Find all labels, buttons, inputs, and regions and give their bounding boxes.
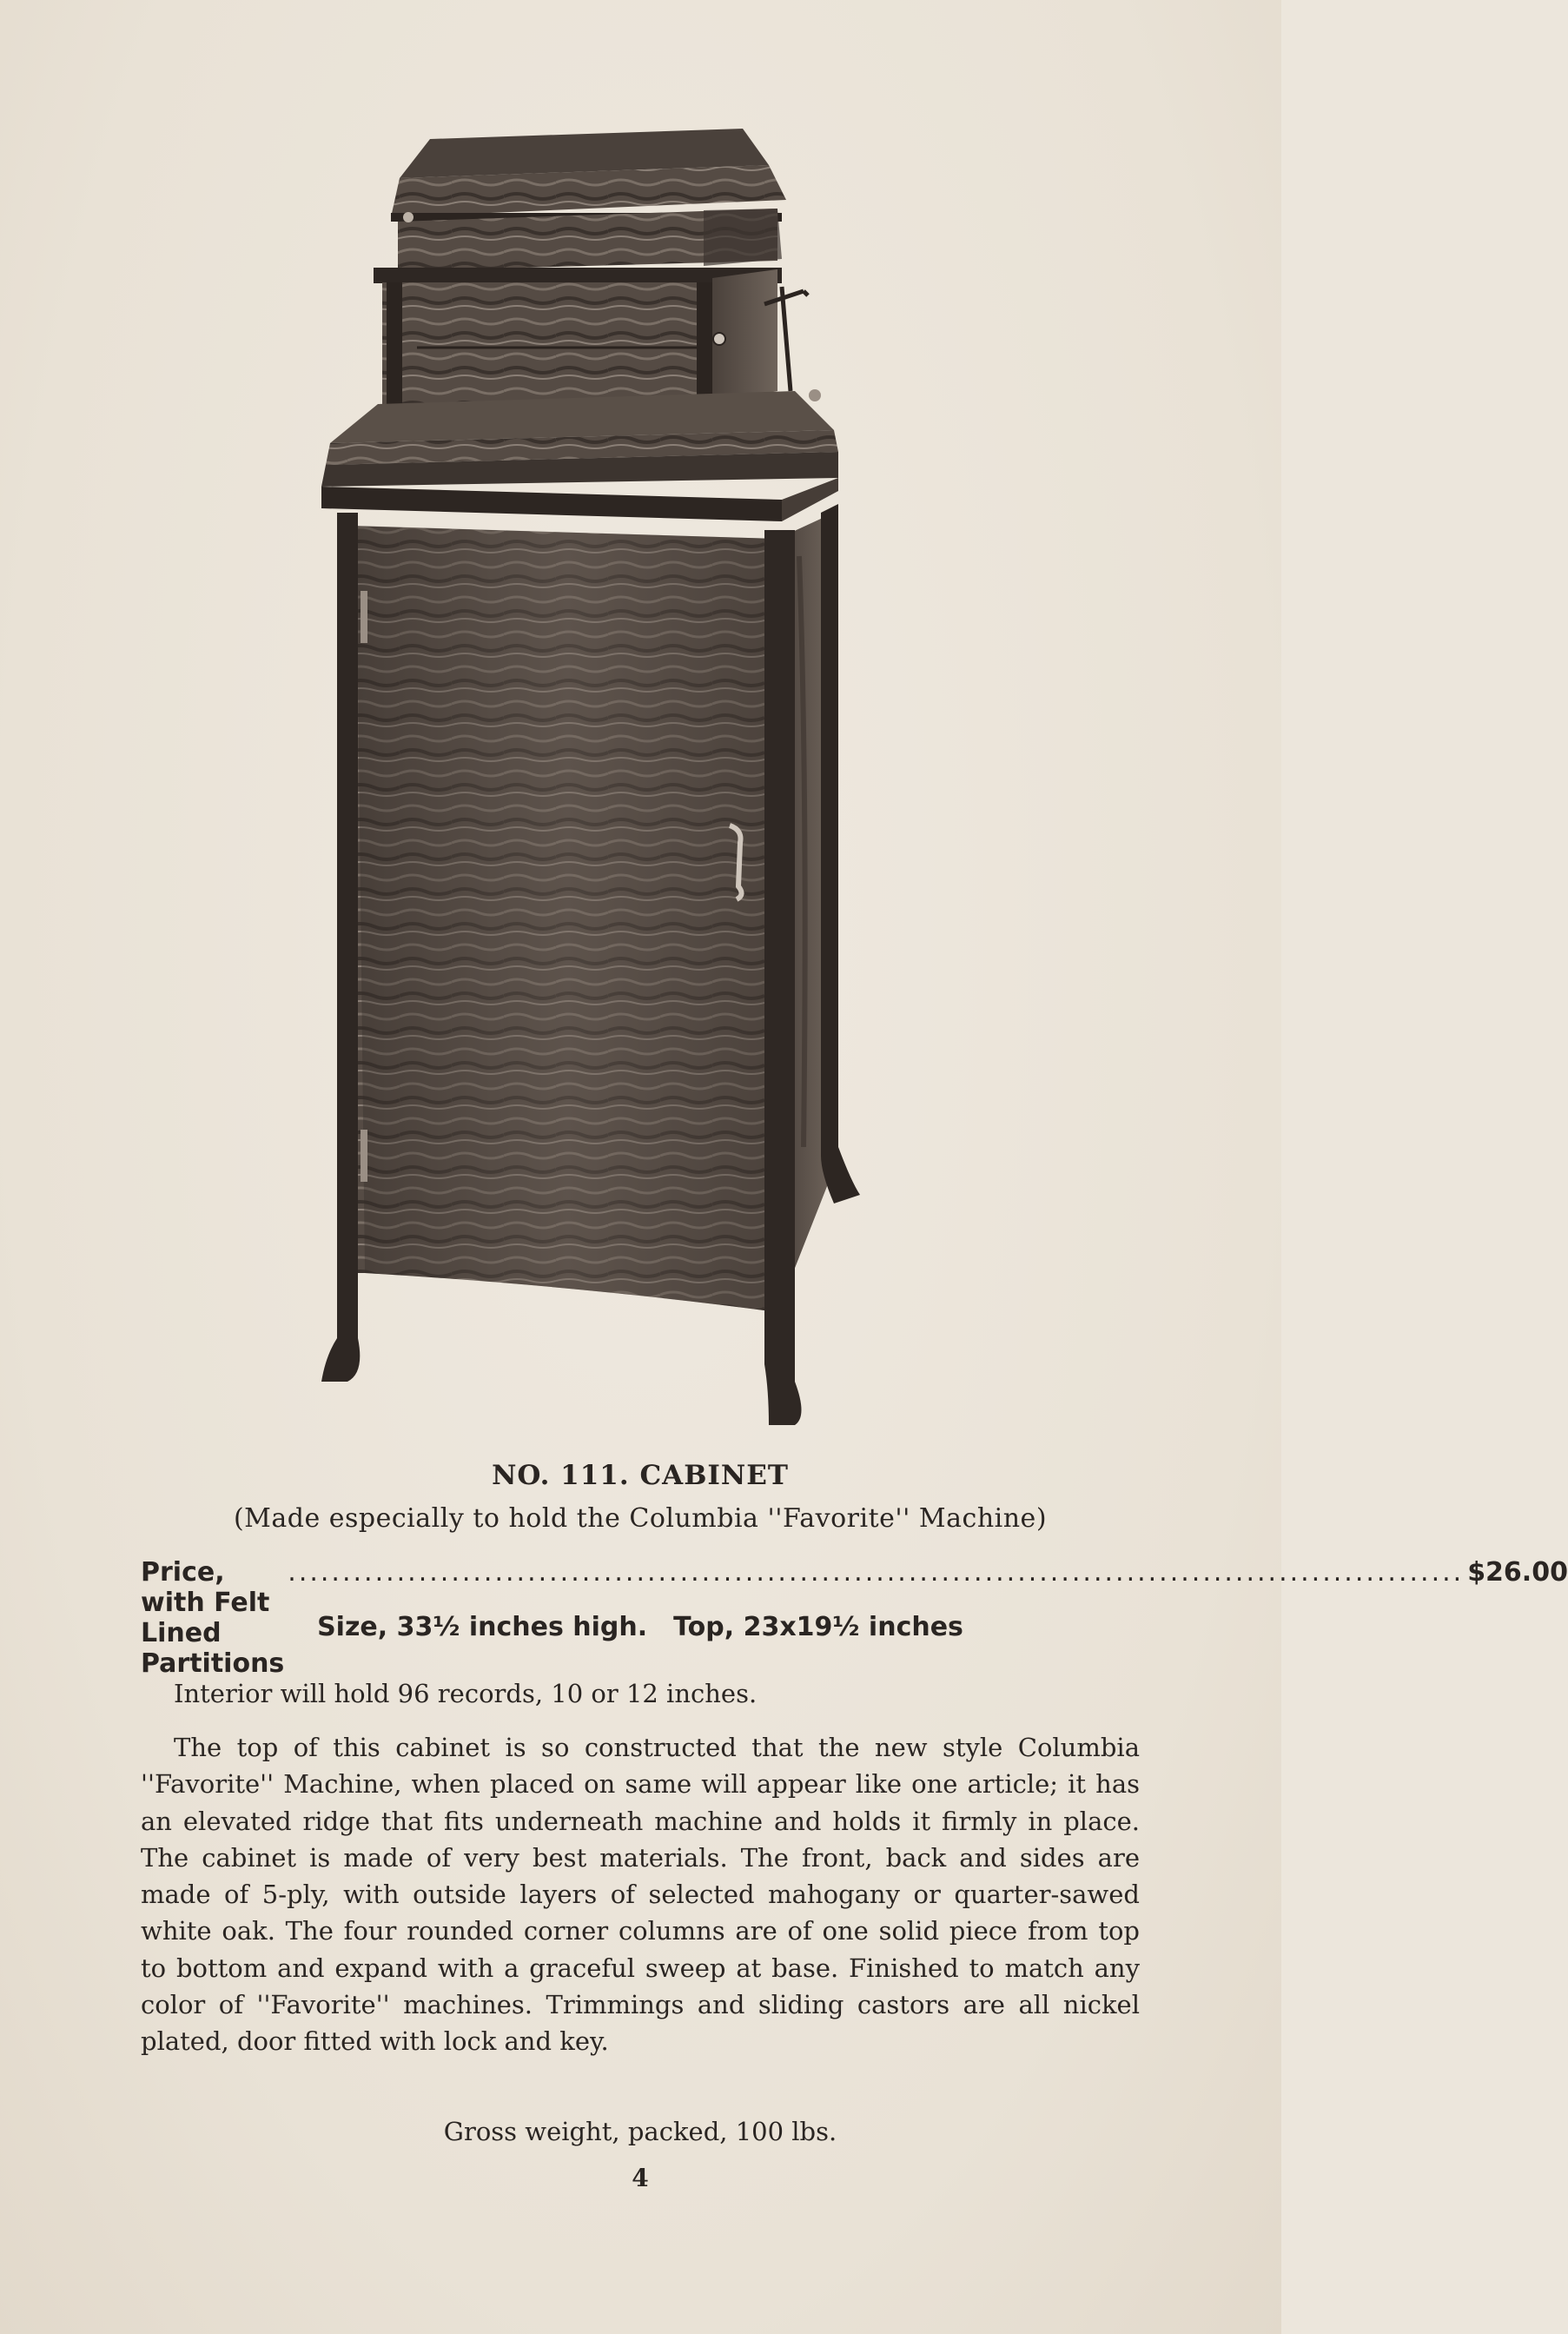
cabinet-description: The top of this cabinet is so constructed that the new style Columbia ''Favorite'' Machine, when placed on same will appear like one article; it has an elevated ridge that fits underneath machine and holds it firmly in place. The cabinet is made of very best materials. The front, back and sides are made of 5-ply, with outside layers of selected mahogany or quarter-sawed white oak. The four rounded corner columns are of one solid piece from top to bottom and expand with a graceful sweep at base. Finished to match any color of ''Favorite'' machines. Trimmings and sliding castors are all nickel plated, door fitted with lock and key. xyxy=(141,1733,1140,2057)
price-value: $26.00 xyxy=(1467,1557,1568,1588)
interior-capacity: Interior will hold 96 records, 10 or 12 inches. xyxy=(174,1679,758,1708)
price-label: Price, with Felt Lined Partitions xyxy=(141,1557,285,1679)
price-leader-dots: ............................................................................................................ xyxy=(288,1557,1465,1588)
cabinet-illustration xyxy=(295,104,982,1434)
gross-weight: Gross weight, packed, 100 lbs. xyxy=(443,2117,837,2146)
page-number: 4 xyxy=(632,2164,649,2192)
cabinet-subtitle: (Made especially to hold the Columbia ''Favorite'' Machine) xyxy=(233,1503,1048,1534)
size-line xyxy=(141,1612,1140,1642)
size-top: Top, 23x19½ inches xyxy=(673,1612,963,1642)
cabinet-title: NO. 111. CABINET xyxy=(492,1460,789,1491)
size-height: Size, 33½ inches high. xyxy=(317,1612,648,1642)
